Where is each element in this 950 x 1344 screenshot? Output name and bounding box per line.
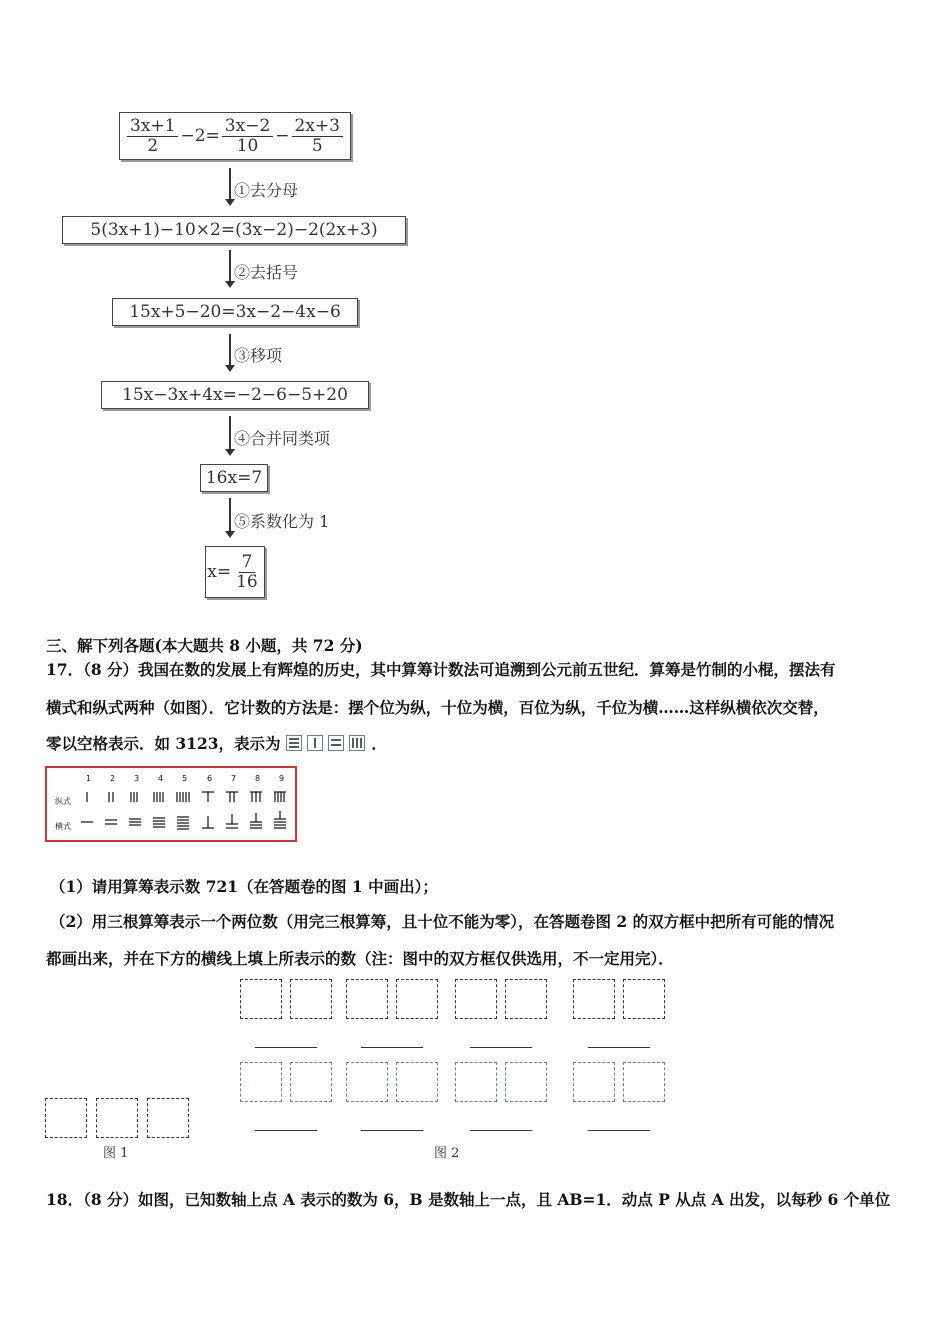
equation-text: 5(3x+1)−10×2=(3x−2)−2(2x+3) [90, 220, 378, 240]
answer-box[interactable] [623, 979, 665, 1019]
equation-box-4 [101, 381, 369, 409]
table-number: 3 [134, 774, 140, 783]
counting-rod-3123-icon [286, 735, 366, 756]
equation-operator: −2= [180, 126, 220, 146]
table-number: 8 [255, 774, 261, 783]
q17-line-3-end: ． [371, 734, 387, 753]
section-header: 三、解下列各题(本大题共 8 小题，共 72 分) [46, 636, 363, 655]
fraction-denominator: 5 [311, 135, 323, 156]
answer-box[interactable] [346, 1062, 388, 1102]
answer-line[interactable] [588, 1130, 650, 1131]
table-number: 7 [231, 774, 237, 783]
fig1-answer-box[interactable] [147, 1098, 189, 1138]
q17-part-2b: 都画出来，并在下方的横线上填上所表示的数（注：图中的双方框仅供选用，不一定用完）． [46, 949, 674, 968]
equation-text: 16x=7 [205, 468, 263, 488]
answer-box[interactable] [505, 979, 547, 1019]
equation-box-3 [112, 298, 358, 326]
answer-box[interactable] [290, 979, 332, 1019]
answer-box[interactable] [290, 1062, 332, 1102]
answer-line[interactable] [361, 1130, 423, 1131]
equation-operator: − [275, 126, 290, 146]
step-label-3: ③移项 [234, 346, 283, 365]
answer-box[interactable] [505, 1062, 547, 1102]
answer-box[interactable] [240, 1062, 282, 1102]
equation-text: x= [207, 562, 232, 582]
table-number: 1 [86, 774, 92, 783]
table-number: 6 [207, 774, 213, 783]
answer-line[interactable] [470, 1130, 532, 1131]
row-label-horizontal: 横式 [55, 822, 71, 831]
q17-line-2: 横式和纵式两种（如图）．它计数的方法是：摆个位为纵，十位为横，百位为纵，千位为横……这样纵横依次交替， [46, 698, 829, 717]
q17-line-3 [46, 734, 387, 756]
equation-box-6 [205, 546, 265, 598]
answer-box[interactable] [455, 1062, 497, 1102]
q17-line-1: 17．（8 分）我国在数的发展上有辉煌的历史，其中算筹计数法可追溯到公元前五世纪．算筹是竹制的小棍，摆法有 [46, 660, 836, 679]
answer-box[interactable] [346, 979, 388, 1019]
q17-part-2a: （2）用三根算筹表示一个两位数（用完三根算筹，且十位不能为零），在答题卷图 2 的双方框中把所有可能的情况 [50, 912, 835, 931]
answer-line[interactable] [588, 1047, 650, 1048]
table-number: 4 [158, 774, 164, 783]
row-label-vertical: 纵式 [55, 797, 71, 806]
figure-1-caption: 图 1 [103, 1146, 129, 1161]
table-number: 9 [279, 774, 285, 783]
q17-line-3-text: 零以空格表示．如 3123，表示为 [46, 734, 281, 753]
fraction-numerator: 2x+3 [292, 117, 343, 137]
answer-box[interactable] [623, 1062, 665, 1102]
table-number: 2 [110, 774, 116, 783]
fraction-denominator: 2 [147, 135, 159, 156]
fraction-numerator: 3x+1 [127, 117, 178, 137]
fraction-denominator: 10 [236, 135, 259, 156]
equation-box-5 [200, 464, 268, 492]
figure-2-caption: 图 2 [434, 1146, 460, 1161]
answer-box[interactable] [240, 979, 282, 1019]
fig1-answer-box[interactable] [45, 1098, 87, 1138]
answer-line[interactable] [255, 1130, 317, 1131]
answer-box[interactable] [396, 979, 438, 1019]
step-label-5: ⑤系数化为 1 [234, 512, 330, 531]
fig1-answer-box[interactable] [96, 1098, 138, 1138]
table-number: 5 [182, 774, 188, 783]
answer-line[interactable] [361, 1047, 423, 1048]
counting-rods-glyphs-icon [45, 766, 297, 842]
answer-box[interactable] [455, 979, 497, 1019]
q18-line-1: 18．（8 分）如图，已知数轴上点 A 表示的数为 6，B 是数轴上一点，且 AB=1．动点 P 从点 A 出发，以每秒 6 个单位 [46, 1190, 891, 1209]
answer-box[interactable] [573, 1062, 615, 1102]
equation-text: 15x+5−20=3x−2−4x−6 [129, 302, 341, 322]
fraction-numerator: 7 [239, 553, 256, 573]
counting-rods-table [45, 766, 297, 842]
fraction-numerator: 3x−2 [222, 117, 273, 137]
step-label-4: ④合并同类项 [234, 429, 331, 448]
answer-line[interactable] [255, 1047, 317, 1048]
fraction-denominator: 16 [236, 571, 258, 592]
answer-box[interactable] [396, 1062, 438, 1102]
answer-line[interactable] [470, 1047, 532, 1048]
equation-box-1 [119, 112, 351, 160]
q17-part-1: （1）请用算筹表示数 721（在答题卷的图 1 中画出）； [50, 877, 438, 896]
equation-box-2 [62, 216, 406, 244]
equation-text: 15x−3x+4x=−2−6−5+20 [122, 385, 348, 405]
step-label-1: ①去分母 [234, 181, 299, 200]
step-label-2: ②去括号 [234, 263, 299, 282]
answer-box[interactable] [573, 979, 615, 1019]
